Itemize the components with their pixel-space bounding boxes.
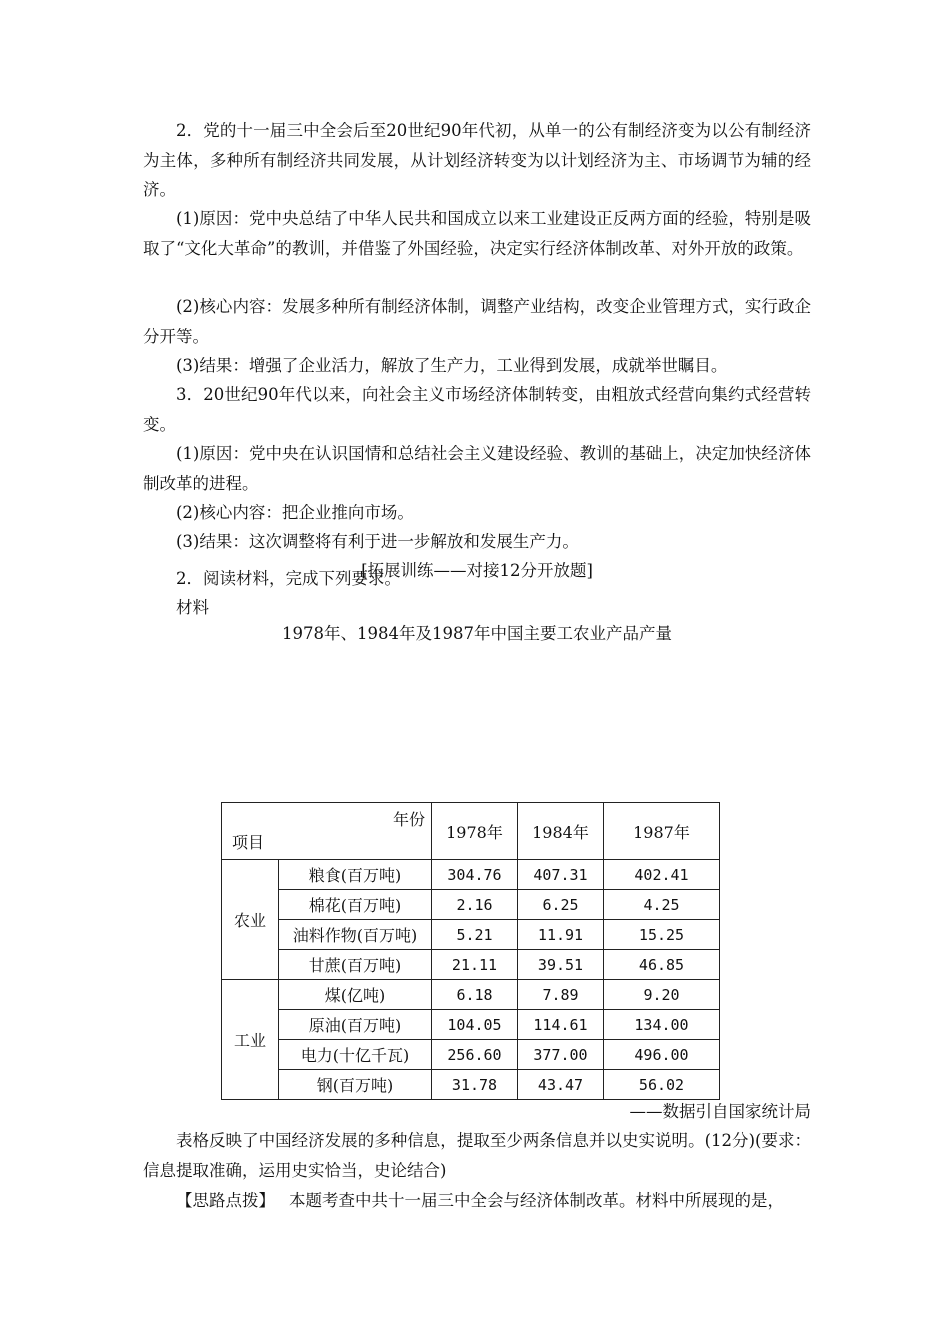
table-row — [222, 980, 720, 1010]
paragraph-reason-1: (1)原因：党中央总结了中华人民共和国成立以来工业建设正反两方面的经验，特别是吸取了“文化大革命”的教训，并借鉴了外国经验，决定实行经济体制改革、对外开放的政策。 — [143, 209, 811, 258]
paragraph-section-3: 3．20世纪90年代以来，向社会主义市场经济体制转变，由粗放式经营向集约式经营转变。 — [143, 385, 811, 434]
table-row — [222, 1040, 720, 1070]
value-cell: 31.78 — [432, 1070, 518, 1100]
table-row — [222, 890, 720, 920]
value-cell: 9.20 — [604, 980, 720, 1010]
table-header-row — [222, 803, 720, 860]
item-cell: 原油(百万吨) — [279, 1010, 432, 1040]
value-cell: 496.00 — [604, 1040, 720, 1070]
value-cell: 6.18 — [432, 980, 518, 1010]
value-cell: 6.25 — [518, 890, 604, 920]
question-intro: 2．阅读材料，完成下列要求。 — [176, 569, 401, 588]
value-cell: 114.61 — [518, 1010, 604, 1040]
value-cell: 21.11 — [432, 950, 518, 980]
value-cell: 11.91 — [518, 920, 604, 950]
item-cell: 电力(十亿千瓦) — [279, 1040, 432, 1070]
hint-paragraph — [143, 1186, 811, 1216]
group-label-agriculture: 农业 — [222, 860, 279, 980]
paragraph-section-2: 2．党的十一届三中全会后至20世纪90年代初，从单一的公有制经济变为以公有制经济为主体，多种所有制经济共同发展，从计划经济转变为以计划经济为主、市场调节为辅的经济。 — [143, 121, 811, 199]
value-cell: 134.00 — [604, 1010, 720, 1040]
hint-label: 【思路点拨】 — [176, 1191, 275, 1210]
group-label-industry: 工业 — [222, 980, 279, 1100]
year-header: 1984年 — [518, 803, 604, 860]
table-row — [222, 1070, 720, 1100]
value-cell: 15.25 — [604, 920, 720, 950]
value-cell: 104.05 — [432, 1010, 518, 1040]
paragraph-reason-2: (1)原因：党中央在认识国情和总结社会主义建设经验、教训的基础上，决定加快经济体制改革的进程。 — [143, 444, 811, 493]
item-cell: 钢(百万吨) — [279, 1070, 432, 1100]
table-source: ——数据引自国家统计局 — [629, 1102, 811, 1121]
corner-item-label: 项目 — [232, 833, 265, 852]
value-cell: 402.41 — [604, 860, 720, 890]
value-cell: 39.51 — [518, 950, 604, 980]
question-text: 表格反映了中国经济发展的多种信息，提取至少两条信息并以史实说明。(12分)(要求：信息提取准确，运用史实恰当，史论结合) — [143, 1131, 811, 1180]
item-cell: 棉花(百万吨) — [279, 890, 432, 920]
value-cell: 43.47 — [518, 1070, 604, 1100]
production-table — [221, 802, 720, 1100]
table-row — [222, 950, 720, 980]
table-row — [222, 860, 720, 890]
value-cell: 407.31 — [518, 860, 604, 890]
value-cell: 46.85 — [604, 950, 720, 980]
paragraph-result-1: (3)结果：增强了企业活力，解放了生产力，工业得到发展，成就举世瞩目。 — [176, 356, 728, 375]
item-cell: 粮食(百万吨) — [279, 860, 432, 890]
section-title: [拓展训练——对接12分开放题] — [361, 561, 593, 580]
value-cell: 256.60 — [432, 1040, 518, 1070]
material-label: 材料 — [176, 598, 209, 617]
table-row — [222, 920, 720, 950]
paragraph-core-1: (2)核心内容：发展多种所有制经济体制，调整产业结构，改变企业管理方式，实行政企分开等。 — [143, 297, 811, 346]
item-cell: 煤(亿吨) — [279, 980, 432, 1010]
table-corner-cell — [222, 803, 432, 860]
year-header: 1987年 — [604, 803, 720, 860]
corner-year-label: 年份 — [392, 810, 425, 829]
table-title: 1978年、1984年及1987年中国主要工农业产品产量 — [282, 624, 672, 643]
year-header: 1978年 — [432, 803, 518, 860]
paragraph-core-2: (2)核心内容：把企业推向市场。 — [176, 503, 414, 522]
item-cell: 油料作物(百万吨) — [279, 920, 432, 950]
value-cell: 7.89 — [518, 980, 604, 1010]
table-row — [222, 1010, 720, 1040]
value-cell: 4.25 — [604, 890, 720, 920]
paragraph-result-2: (3)结果：这次调整将有利于进一步解放和发展生产力。 — [176, 532, 579, 551]
hint-text: 本题考查中共十一届三中全会与经济体制改革。材料中所展现的是， — [289, 1191, 784, 1210]
value-cell: 56.02 — [604, 1070, 720, 1100]
value-cell: 5.21 — [432, 920, 518, 950]
item-cell: 甘蔗(百万吨) — [279, 950, 432, 980]
value-cell: 2.16 — [432, 890, 518, 920]
value-cell: 304.76 — [432, 860, 518, 890]
value-cell: 377.00 — [518, 1040, 604, 1070]
